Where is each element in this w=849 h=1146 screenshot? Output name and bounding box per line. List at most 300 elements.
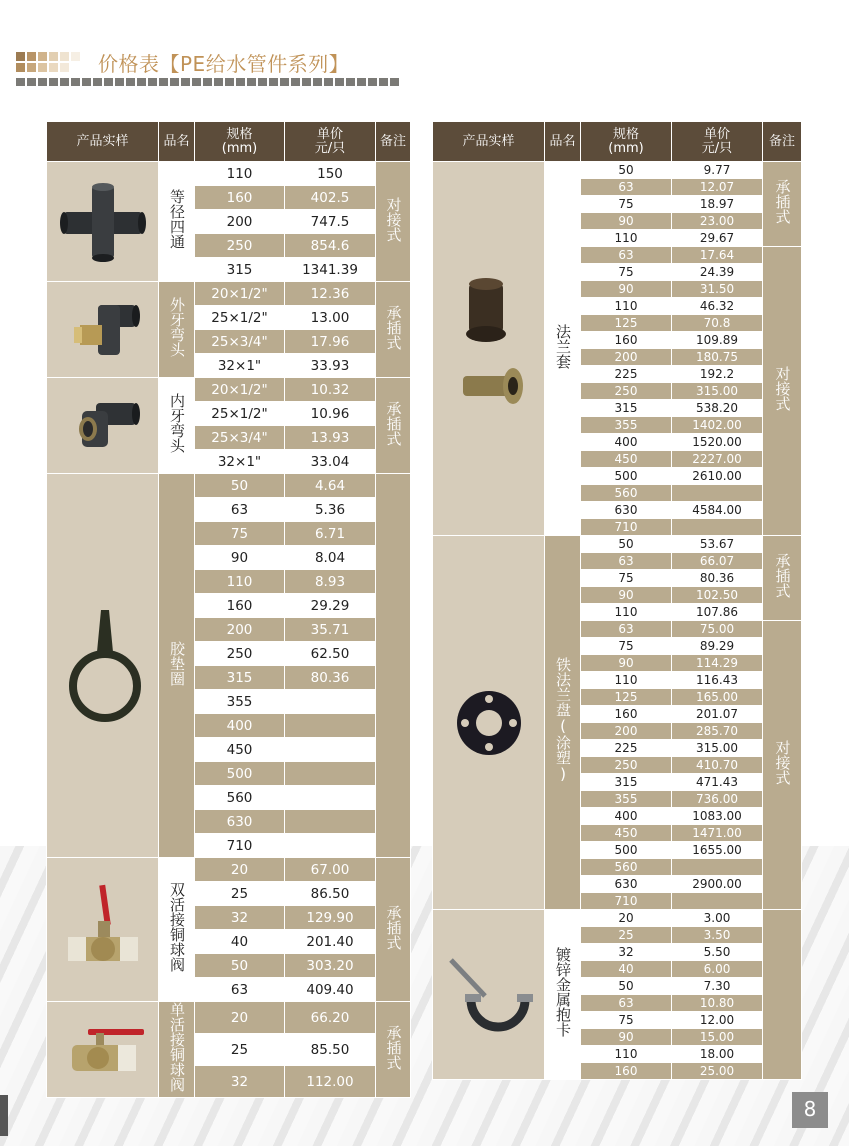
spec-cell: 630 — [581, 876, 672, 893]
price-cell: 116.43 — [672, 672, 763, 689]
stripe-square — [346, 78, 355, 86]
spec-cell: 25×3/4" — [195, 330, 285, 354]
galvanized-pipe-clamp-icon — [441, 940, 537, 1050]
price-cell: 150 — [285, 162, 376, 186]
spec-cell: 200 — [195, 210, 285, 234]
spec-cell: 160 — [195, 186, 285, 210]
price-cell — [285, 762, 376, 786]
spec-cell: 32 — [195, 1066, 285, 1098]
price-cell: 854.6 — [285, 234, 376, 258]
price-cell: 129.90 — [285, 906, 376, 930]
spec-cell: 225 — [581, 366, 672, 383]
price-cell: 13.93 — [285, 426, 376, 450]
price-cell: 35.71 — [285, 618, 376, 642]
note-cell — [763, 536, 802, 621]
page-title: 价格表【PE给水管件系列】 — [98, 52, 350, 76]
spec-cell: 315 — [195, 666, 285, 690]
spec-cell: 500 — [195, 762, 285, 786]
column-header-photo: 产品实样 — [433, 122, 545, 162]
note-cell — [376, 378, 411, 474]
price-cell: 303.20 — [285, 954, 376, 978]
price-cell: 538.20 — [672, 400, 763, 417]
price-cell: 62.50 — [285, 642, 376, 666]
price-cell: 29.67 — [672, 230, 763, 247]
price-cell: 1471.00 — [672, 825, 763, 842]
product-name — [159, 474, 195, 858]
spec-cell: 20×1/2" — [195, 378, 285, 402]
spec-cell: 160 — [581, 706, 672, 723]
price-cell: 4584.00 — [672, 502, 763, 519]
stripe-square — [38, 78, 47, 86]
price-cell: 165.00 — [672, 689, 763, 706]
column-header-note: 备注 — [376, 122, 411, 162]
left-edge-bar — [0, 1095, 8, 1136]
stripe-square — [181, 78, 190, 86]
spec-cell: 110 — [581, 604, 672, 621]
stripe-square — [159, 78, 168, 86]
spec-cell: 450 — [195, 738, 285, 762]
spec-cell: 110 — [581, 672, 672, 689]
note-text: 承插式 — [384, 400, 403, 446]
spec-cell: 200 — [581, 723, 672, 740]
stripe-square — [291, 78, 300, 86]
product-name-text: 单活接铜球阀 — [168, 1002, 186, 1092]
product-photo — [47, 858, 159, 1002]
product-name-text: 铁法兰盘(涂塑) — [554, 657, 572, 783]
spec-cell: 63 — [581, 247, 672, 264]
stripe-square — [214, 78, 223, 86]
spec-cell: 160 — [195, 594, 285, 618]
product-name — [545, 536, 581, 910]
spec-cell: 250 — [581, 757, 672, 774]
spec-cell: 25 — [195, 1034, 285, 1066]
note-cell — [763, 621, 802, 910]
stripe-square — [313, 78, 322, 86]
note-cell — [376, 474, 411, 858]
stripe-square — [126, 78, 135, 86]
price-cell: 12.36 — [285, 282, 376, 306]
price-cell: 2900.00 — [672, 876, 763, 893]
price-cell: 67.00 — [285, 858, 376, 882]
page-number: 8 — [792, 1092, 828, 1128]
stripe-square — [27, 78, 36, 86]
note-text: 承插式 — [773, 179, 792, 224]
price-cell: 5.36 — [285, 498, 376, 522]
price-cell: 66.07 — [672, 553, 763, 570]
spec-cell: 110 — [581, 1046, 672, 1063]
stripe-square — [302, 78, 311, 86]
spec-cell: 25×1/2" — [195, 306, 285, 330]
price-cell: 6.00 — [672, 961, 763, 978]
spec-cell: 50 — [195, 474, 285, 498]
price-cell — [672, 893, 763, 910]
product-name-text: 双活接铜球阀 — [168, 882, 186, 972]
price-cell — [672, 485, 763, 502]
note-cell — [376, 858, 411, 1002]
spec-cell: 63 — [581, 621, 672, 638]
spec-cell: 400 — [195, 714, 285, 738]
product-photo — [47, 378, 159, 474]
price-cell: 409.40 — [285, 978, 376, 1002]
stripe-square — [280, 78, 289, 86]
stripe-square — [225, 78, 234, 86]
spec-cell: 90 — [195, 546, 285, 570]
price-cell: 109.89 — [672, 332, 763, 349]
spec-cell: 315 — [195, 258, 285, 282]
stripe-square — [390, 78, 399, 86]
price-cell: 114.29 — [672, 655, 763, 672]
price-cell: 23.00 — [672, 213, 763, 230]
price-cell: 192.2 — [672, 366, 763, 383]
price-cell: 9.77 — [672, 162, 763, 179]
stripe-square — [115, 78, 124, 86]
spec-cell: 90 — [581, 587, 672, 604]
product-photo — [47, 1002, 159, 1098]
spec-cell: 450 — [581, 825, 672, 842]
spec-cell: 90 — [581, 213, 672, 230]
price-cell: 18.00 — [672, 1046, 763, 1063]
price-cell: 1402.00 — [672, 417, 763, 434]
note-cell — [376, 162, 411, 282]
price-cell: 201.40 — [285, 930, 376, 954]
spec-cell: 25×3/4" — [195, 426, 285, 450]
price-cell: 471.43 — [672, 774, 763, 791]
price-cell — [285, 690, 376, 714]
price-cell: 29.29 — [285, 594, 376, 618]
double-union-ball-valve-icon — [58, 875, 148, 985]
spec-cell: 250 — [581, 383, 672, 400]
price-cell: 33.93 — [285, 354, 376, 378]
table-row — [47, 378, 411, 402]
price-cell: 18.97 — [672, 196, 763, 213]
price-cell: 1655.00 — [672, 842, 763, 859]
spec-cell: 355 — [195, 690, 285, 714]
spec-cell: 20 — [195, 1002, 285, 1034]
note-cell — [763, 162, 802, 247]
product-photo — [47, 474, 159, 858]
price-cell: 402.5 — [285, 186, 376, 210]
spec-cell: 110 — [581, 298, 672, 315]
price-cell: 25.00 — [672, 1063, 763, 1080]
female-thread-elbow-icon — [58, 391, 148, 461]
stripe-square — [335, 78, 344, 86]
single-union-ball-valve-icon — [58, 1015, 148, 1085]
spec-cell: 63 — [581, 553, 672, 570]
column-header-note: 备注 — [763, 122, 802, 162]
spec-cell: 710 — [195, 834, 285, 858]
spec-cell: 20 — [195, 858, 285, 882]
spec-cell: 355 — [581, 791, 672, 808]
price-cell: 8.04 — [285, 546, 376, 570]
product-name — [545, 162, 581, 536]
column-header-photo: 产品实样 — [47, 122, 159, 162]
price-cell: 8.93 — [285, 570, 376, 594]
price-cell: 2610.00 — [672, 468, 763, 485]
spec-cell: 75 — [581, 264, 672, 281]
table-row — [47, 474, 411, 498]
spec-cell: 160 — [581, 1063, 672, 1080]
price-cell: 10.32 — [285, 378, 376, 402]
spec-cell: 630 — [195, 810, 285, 834]
spec-cell: 50 — [581, 536, 672, 553]
price-cell — [285, 834, 376, 858]
spec-cell: 75 — [581, 196, 672, 213]
spec-cell: 560 — [581, 859, 672, 876]
stripe-square — [49, 78, 58, 86]
coated-iron-flange-icon — [444, 678, 534, 768]
product-name-text: 胶垫圈 — [168, 640, 186, 686]
price-cell — [285, 810, 376, 834]
stripe-square — [71, 78, 80, 86]
price-cell: 17.64 — [672, 247, 763, 264]
right-price-table — [432, 121, 802, 1080]
price-cell: 102.50 — [672, 587, 763, 604]
price-cell: 70.8 — [672, 315, 763, 332]
column-header-price: 单价 元/只 — [672, 122, 763, 162]
stripe-square — [258, 78, 267, 86]
stripe-square — [16, 78, 25, 86]
price-cell — [672, 519, 763, 536]
spec-cell: 110 — [195, 162, 285, 186]
price-cell: 15.00 — [672, 1029, 763, 1046]
spec-cell: 315 — [581, 774, 672, 791]
product-name — [159, 282, 195, 378]
price-cell: 747.5 — [285, 210, 376, 234]
table-row — [433, 910, 802, 927]
column-header-price: 单价 元/只 — [285, 122, 376, 162]
price-cell: 46.32 — [672, 298, 763, 315]
product-name-text: 法兰套 — [554, 323, 572, 369]
product-name — [159, 858, 195, 1002]
column-header-spec: 规格 (mm) — [195, 122, 285, 162]
note-text: 承插式 — [384, 304, 403, 350]
spec-cell: 630 — [581, 502, 672, 519]
price-cell: 10.96 — [285, 402, 376, 426]
price-cell: 180.75 — [672, 349, 763, 366]
price-cell: 736.00 — [672, 791, 763, 808]
column-header-name: 品名 — [545, 122, 581, 162]
spec-cell: 90 — [581, 281, 672, 298]
spec-cell: 125 — [581, 315, 672, 332]
spec-cell: 90 — [581, 655, 672, 672]
price-cell: 80.36 — [672, 570, 763, 587]
spec-cell: 20 — [581, 910, 672, 927]
price-cell: 1520.00 — [672, 434, 763, 451]
price-cell: 13.00 — [285, 306, 376, 330]
product-name — [159, 162, 195, 282]
price-cell: 5.50 — [672, 944, 763, 961]
price-cell: 10.80 — [672, 995, 763, 1012]
flange-adapter-icon — [441, 264, 537, 434]
price-cell: 80.36 — [285, 666, 376, 690]
price-cell: 75.00 — [672, 621, 763, 638]
note-cell — [376, 282, 411, 378]
stripe-square — [104, 78, 113, 86]
spec-cell: 75 — [581, 570, 672, 587]
spec-cell: 32 — [195, 906, 285, 930]
stripe-square — [203, 78, 212, 86]
product-name-text: 等径四通 — [168, 189, 186, 249]
note-text: 对接式 — [773, 740, 792, 785]
price-cell: 86.50 — [285, 882, 376, 906]
spec-cell: 225 — [581, 740, 672, 757]
stripe-square — [93, 78, 102, 86]
stripe-square — [192, 78, 201, 86]
price-cell — [285, 786, 376, 810]
male-thread-elbow-icon — [58, 295, 148, 365]
left-price-table — [46, 121, 411, 1098]
price-cell: 285.70 — [672, 723, 763, 740]
product-name — [545, 910, 581, 1080]
spec-cell: 200 — [195, 618, 285, 642]
note-text: 对接式 — [384, 196, 403, 242]
price-cell: 2227.00 — [672, 451, 763, 468]
product-name — [159, 1002, 195, 1098]
product-photo — [433, 910, 545, 1080]
spec-cell: 250 — [195, 234, 285, 258]
price-cell: 89.29 — [672, 638, 763, 655]
price-cell: 1341.39 — [285, 258, 376, 282]
table-row — [47, 282, 411, 306]
price-cell: 53.67 — [672, 536, 763, 553]
spec-cell: 32 — [581, 944, 672, 961]
spec-cell: 250 — [195, 642, 285, 666]
spec-cell: 40 — [581, 961, 672, 978]
stripe-square — [236, 78, 245, 86]
spec-cell: 75 — [195, 522, 285, 546]
price-cell: 112.00 — [285, 1066, 376, 1098]
price-cell: 66.20 — [285, 1002, 376, 1034]
spec-cell: 400 — [581, 434, 672, 451]
price-cell: 12.07 — [672, 179, 763, 196]
note-cell — [763, 910, 802, 1080]
stripe-square — [357, 78, 366, 86]
price-cell: 107.86 — [672, 604, 763, 621]
table-row — [47, 858, 411, 882]
spec-cell: 25 — [195, 882, 285, 906]
stripe-square — [368, 78, 377, 86]
spec-cell: 560 — [581, 485, 672, 502]
product-photo — [433, 162, 545, 536]
product-photo — [47, 162, 159, 282]
price-cell: 7.30 — [672, 978, 763, 995]
pe-cross-tee-icon — [58, 182, 148, 262]
product-name-text: 内牙弯头 — [168, 393, 186, 453]
price-cell: 6.71 — [285, 522, 376, 546]
product-photo — [47, 282, 159, 378]
note-text: 承插式 — [384, 904, 403, 950]
spec-cell: 63 — [195, 978, 285, 1002]
stripe-square — [247, 78, 256, 86]
price-cell: 31.50 — [672, 281, 763, 298]
stripe-square — [148, 78, 157, 86]
price-cell: 17.96 — [285, 330, 376, 354]
column-header-name: 品名 — [159, 122, 195, 162]
spec-cell: 25×1/2" — [195, 402, 285, 426]
note-text: 承插式 — [384, 1024, 403, 1070]
spec-cell: 110 — [195, 570, 285, 594]
spec-cell: 160 — [581, 332, 672, 349]
price-cell — [672, 859, 763, 876]
spec-cell: 50 — [581, 978, 672, 995]
spec-cell: 200 — [581, 349, 672, 366]
price-cell: 12.00 — [672, 1012, 763, 1029]
spec-cell: 560 — [195, 786, 285, 810]
stripe-square — [324, 78, 333, 86]
rubber-gasket-icon — [63, 606, 143, 726]
spec-cell: 500 — [581, 842, 672, 859]
spec-cell: 355 — [581, 417, 672, 434]
spec-cell: 63 — [581, 995, 672, 1012]
price-cell: 315.00 — [672, 383, 763, 400]
spec-cell: 63 — [581, 179, 672, 196]
table-row — [47, 1002, 411, 1034]
price-cell: 4.64 — [285, 474, 376, 498]
table-row — [433, 162, 802, 179]
price-cell: 410.70 — [672, 757, 763, 774]
price-cell — [285, 738, 376, 762]
page-header — [14, 48, 414, 92]
stripe-square — [379, 78, 388, 86]
spec-cell: 32×1" — [195, 450, 285, 474]
product-photo — [433, 536, 545, 910]
price-cell: 201.07 — [672, 706, 763, 723]
spec-cell: 110 — [581, 230, 672, 247]
spec-cell: 40 — [195, 930, 285, 954]
column-header-spec: 规格 (mm) — [581, 122, 672, 162]
spec-cell: 710 — [581, 519, 672, 536]
spec-cell: 75 — [581, 638, 672, 655]
table-row — [433, 536, 802, 553]
stripe-square — [170, 78, 179, 86]
spec-cell: 710 — [581, 893, 672, 910]
price-cell: 3.00 — [672, 910, 763, 927]
product-name-text: 镀锌金属抱卡 — [554, 947, 572, 1037]
note-text: 承插式 — [773, 553, 792, 598]
table-row — [47, 162, 411, 186]
spec-cell: 25 — [581, 927, 672, 944]
spec-cell: 63 — [195, 498, 285, 522]
product-name-text: 外牙弯头 — [168, 297, 186, 357]
spec-cell: 400 — [581, 808, 672, 825]
price-cell: 24.39 — [672, 264, 763, 281]
spec-cell: 125 — [581, 689, 672, 706]
spec-cell: 32×1" — [195, 354, 285, 378]
spec-cell: 50 — [581, 162, 672, 179]
spec-cell: 315 — [581, 400, 672, 417]
price-cell — [285, 714, 376, 738]
price-cell: 315.00 — [672, 740, 763, 757]
spec-cell: 450 — [581, 451, 672, 468]
price-cell: 3.50 — [672, 927, 763, 944]
stripe-square — [82, 78, 91, 86]
note-cell — [376, 1002, 411, 1098]
price-cell: 33.04 — [285, 450, 376, 474]
spec-cell: 50 — [195, 954, 285, 978]
spec-cell: 90 — [581, 1029, 672, 1046]
note-cell — [763, 247, 802, 536]
stripe-square — [60, 78, 69, 86]
price-cell: 85.50 — [285, 1034, 376, 1066]
stripe-square — [269, 78, 278, 86]
spec-cell: 75 — [581, 1012, 672, 1029]
spec-cell: 20×1/2" — [195, 282, 285, 306]
price-cell: 1083.00 — [672, 808, 763, 825]
stripe-square — [137, 78, 146, 86]
product-name — [159, 378, 195, 474]
spec-cell: 500 — [581, 468, 672, 485]
note-text: 对接式 — [773, 366, 792, 411]
